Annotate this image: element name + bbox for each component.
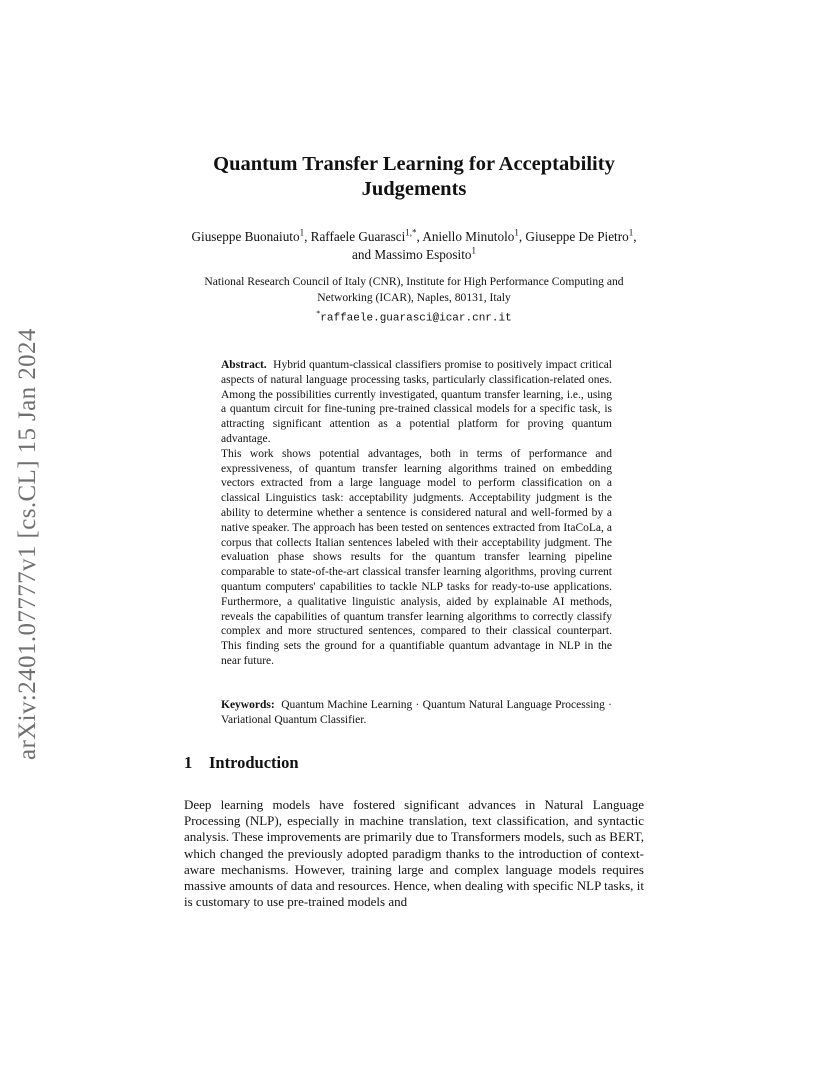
author-list <box>184 228 644 264</box>
section-number: 1 <box>184 753 193 772</box>
author-name: Massimo Esposito <box>374 247 472 262</box>
author-name: Raffaele Guarasci <box>310 229 406 244</box>
author-separator: , <box>304 229 311 244</box>
abstract-paragraph-2: This work shows potential advantages, both in terms of performance and expressiveness, of quantum transfer learning algorithms trained on embedding vectors extracted from a large language model to perform classification on a classical Linguistics task: acceptability judgments. Acceptability judgment is the ability to determine whether a sentence is considered natural and well-formed by a native speaker. The approach has been tested on sentences extracted from ItaCoLa, a corpus that collects Italian sentences labeled with their acceptability judgment. The evaluation phase shows results for the quantum transfer learning pipeline comparable to state-of-the-art classical transfer learning algorithms, proving current quantum computers' capabilities to tackle NLP tasks for ready-to-use applications. Furthermore, a qualitative linguistic analysis, aided by explainable AI methods, reveals the capabilities of quantum transfer learning algorithms to correctly classify complex and more structured sentences, compared to their classical counterpart. This finding sets the ground for a quantifiable quantum advantage in NLP in the near future. <box>221 447 612 667</box>
affiliation-text: National Research Council of Italy (CNR), Institute for High Performance Computing and Networking (ICAR), Naples, 80131, Italy <box>204 275 624 304</box>
section-title: Introduction <box>209 753 299 772</box>
email-address[interactable]: raffaele.guarasci@icar.cnr.it <box>320 312 512 325</box>
author-separator: , <box>416 229 423 244</box>
introduction-body <box>184 797 644 910</box>
author-affiliation-mark: 1 <box>628 227 634 238</box>
author-affiliation-mark: 1 <box>514 227 519 238</box>
author-affiliation-mark: 1 <box>299 227 305 238</box>
author-separator: , and <box>352 229 637 262</box>
keywords-text: Quantum Machine Learning · Quantum Natural Language Processing · Variational Quantum Classifier. <box>221 699 613 726</box>
keywords-label: Keywords: <box>221 699 275 711</box>
author-name: Giuseppe Buonaiuto <box>191 229 300 244</box>
author-separator: , <box>518 229 526 244</box>
corresponding-email[interactable] <box>184 306 644 327</box>
author-affiliation-mark: 1,* <box>405 227 417 238</box>
introduction-paragraph: Deep learning models have fostered significant advances in Natural Language Processing (NLP), especially in machine translation, text classification, and syntactic analysis. These improvements are primarily due to Transformers models, such as BERT, which changed the previously adopted paradigm thanks to the introduction of context-aware mechanisms. However, training large and complex language models requires massive amounts of data and resources. Hence, when dealing with specific NLP tasks, it is customary to use pre-trained models and <box>184 797 644 910</box>
corresponding-marker: * <box>316 309 321 318</box>
author-name: Giuseppe De Pietro <box>525 229 629 244</box>
paper-title: Quantum Transfer Learning for Acceptability Judgements <box>213 153 615 200</box>
affiliation-block <box>184 274 644 327</box>
author-name: Aniello Minutolo <box>422 229 515 244</box>
author-affiliation-mark: 1 <box>471 245 476 256</box>
abstract-label: Abstract. <box>221 359 267 371</box>
arxiv-identifier-stamp: arXiv:2401.07777v1 [cs.CL] 15 Jan 2024 <box>14 328 41 760</box>
abstract-paragraph-1: Hybrid quantum-classical classifiers promise to positively impact critical aspects of natural language processing tasks, particularly classification-related ones. Among the possibilities currently investigated, quantum transfer learning, i.e., using a quantum circuit for fine-tuning pre-trained classical models for a specific task, is attracting significant attention as a potential platform for proving quantum advantage. <box>221 359 612 445</box>
abstract <box>221 358 612 669</box>
section-heading <box>184 753 299 773</box>
keywords <box>221 698 612 728</box>
